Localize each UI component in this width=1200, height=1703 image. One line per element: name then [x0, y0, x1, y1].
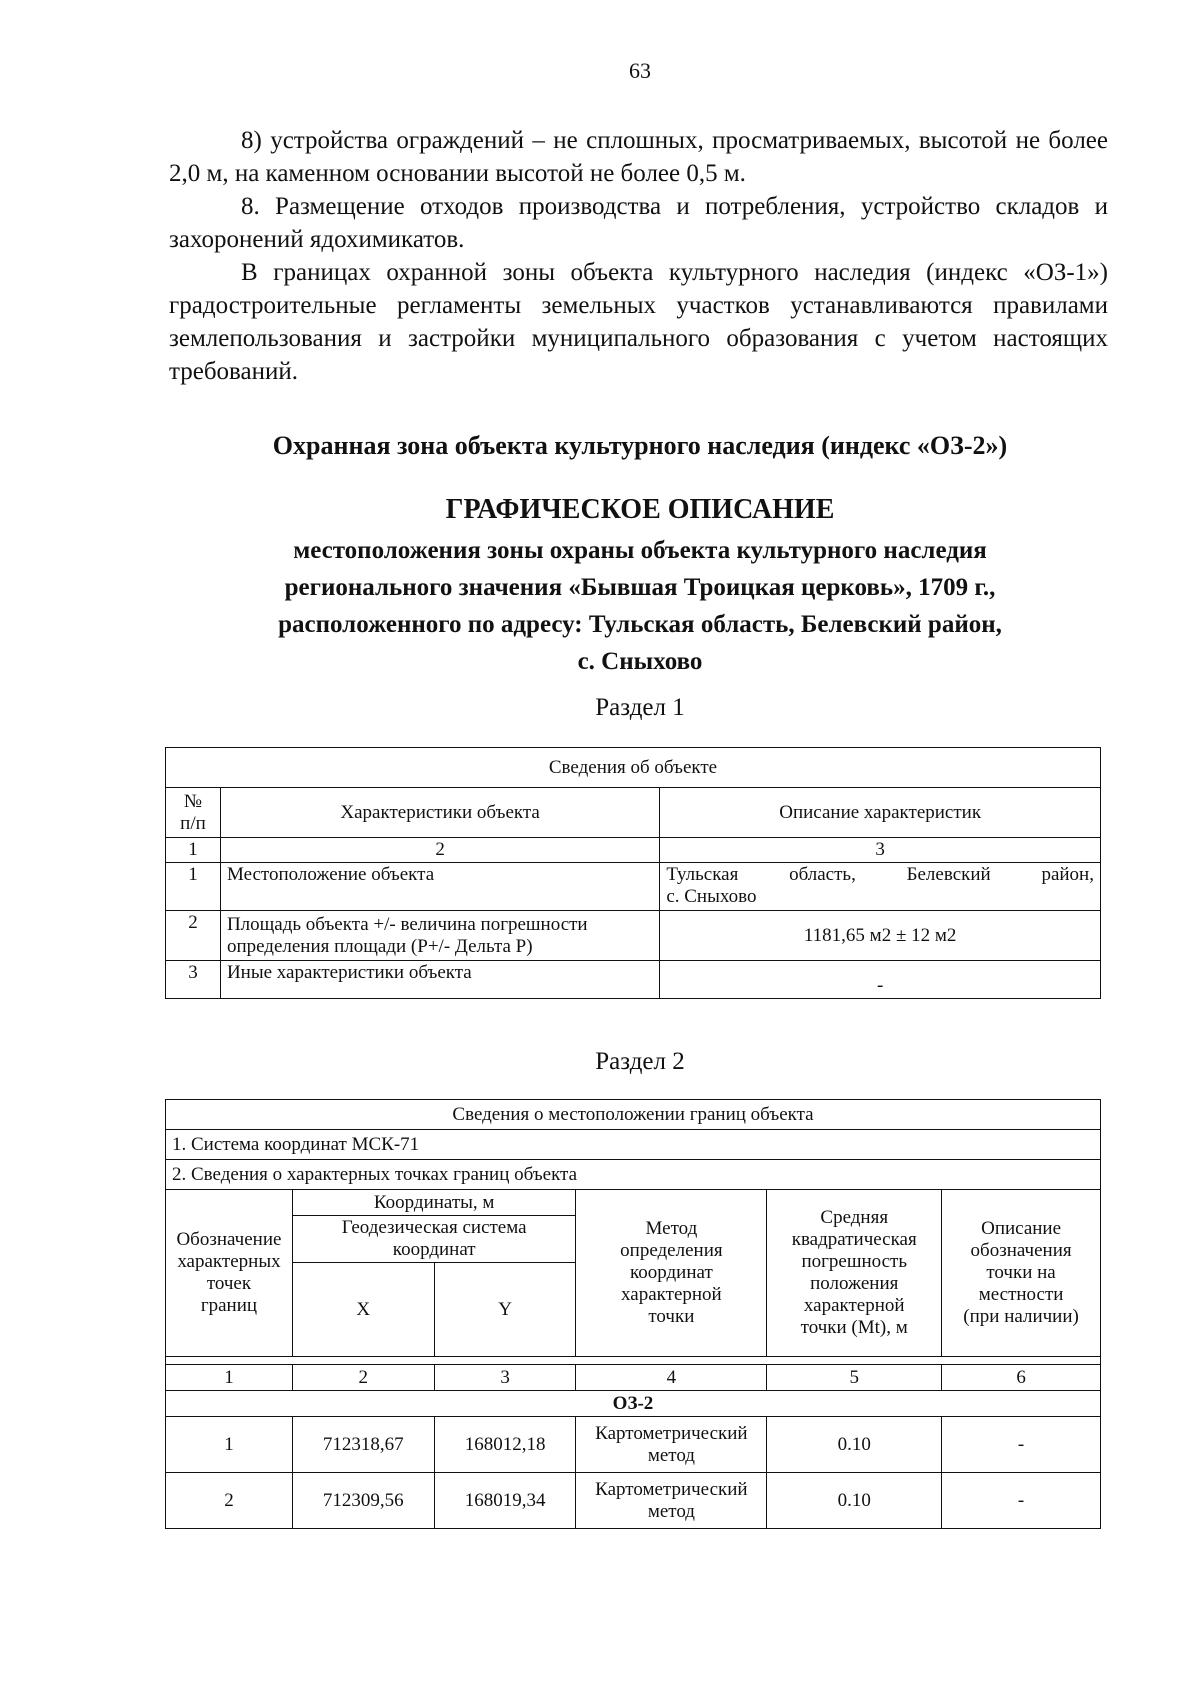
- geodetic-line: Геодезическая система: [341, 1217, 527, 1238]
- description-line: обозначения: [970, 1240, 1072, 1261]
- error-line: положения: [810, 1273, 899, 1294]
- header-coordinates: Координаты, м: [292, 1190, 576, 1216]
- method-line: метод: [647, 1444, 695, 1466]
- point-error: 0.10: [767, 1417, 942, 1473]
- row-characteristic: Местоположение объекта: [220, 863, 659, 911]
- error-line: Средняя: [820, 1207, 889, 1228]
- object-info-table: [165, 747, 1101, 999]
- row-characteristic: [220, 911, 659, 961]
- location-line-2: с. Сныхово: [666, 886, 757, 907]
- error-line: квадратическая: [791, 1229, 917, 1250]
- point-method: [576, 1417, 767, 1473]
- page-number: 63: [629, 58, 651, 83]
- description-line: местности: [978, 1284, 1064, 1305]
- description-line: (при наличии): [963, 1306, 1079, 1327]
- zone-heading: Охранная зона объекта культурного наследия (индекс «ОЗ-2»): [272, 431, 1008, 460]
- paragraph-regulations: В границах охранной зоны объекта культурного наследия (индекс «ОЗ-1») градостроительные регламенты земельных участков устанавливаются правилами землепользования и застройки муниципального образования с учетом настоящих требований.: [169, 259, 1108, 385]
- header-x: X: [292, 1263, 434, 1357]
- row-number: 2: [166, 911, 221, 961]
- designation-line: границ: [200, 1295, 258, 1316]
- point-error: 0.10: [767, 1473, 942, 1529]
- header-characteristics: Характеристики объекта: [220, 788, 659, 838]
- coord-system: 1. Система координат МСК-71: [166, 1130, 1101, 1160]
- col-number-2: 2: [220, 838, 659, 863]
- method-line: точки: [648, 1306, 695, 1327]
- paragraph-fences: 8) устройства ограждений – не сплошных, просматриваемых, высотой не более 2,0 м, на каменном основании высотой не более 0,5 м.: [169, 127, 1108, 187]
- method-line: характерной: [621, 1284, 722, 1305]
- error-line: точки (Mt), м: [800, 1317, 908, 1338]
- designation-line: точек: [206, 1273, 252, 1294]
- description-line: точки на: [986, 1262, 1056, 1283]
- designation-line: Обозначение: [176, 1229, 282, 1250]
- point-id: 1: [166, 1417, 293, 1473]
- header-description: Описание характеристик: [660, 788, 1101, 838]
- point-x: 712318,67: [292, 1417, 434, 1473]
- header-designation: [166, 1190, 293, 1357]
- graphic-description-title: ГРАФИЧЕСКОЕ ОПИСАНИЕ: [445, 494, 835, 525]
- header-error: [767, 1190, 942, 1357]
- header-number: [166, 788, 221, 838]
- error-line: погрешность: [801, 1251, 908, 1272]
- col-number-1: 1: [166, 1365, 293, 1391]
- row-description: -: [660, 961, 1101, 999]
- point-id: 2: [166, 1473, 293, 1529]
- geodetic-line: координат: [392, 1239, 476, 1260]
- area-line-2: определения площади (P+/- Дельта P): [226, 935, 533, 957]
- col-number-4: 4: [576, 1365, 767, 1391]
- table-row: [166, 863, 1101, 911]
- col-number-1: 1: [166, 838, 221, 863]
- point-y: 168012,18: [434, 1417, 576, 1473]
- location-word: район,: [1041, 864, 1094, 885]
- point-method: [576, 1473, 767, 1529]
- subtitle-line-4: с. Сныхово: [577, 648, 703, 675]
- header-geodetic-system: [292, 1216, 576, 1263]
- paragraph-waste: 8. Размещение отходов производства и потребления, устройство складов и захоронений ядохимикатов.: [169, 193, 1108, 253]
- subtitle-line-1: местоположения зоны охраны объекта культурного наследия: [293, 537, 987, 564]
- table1-caption: Сведения об объекте: [166, 748, 1101, 788]
- col-number-3: 3: [434, 1365, 576, 1391]
- point-x: 712309,56: [292, 1473, 434, 1529]
- table-row: [166, 1417, 1101, 1473]
- method-line: Метод: [645, 1218, 698, 1239]
- section-1-title: Раздел 1: [595, 694, 685, 721]
- header-number-line1: №: [183, 790, 203, 812]
- header-number-line2: п/п: [180, 812, 206, 834]
- zone-label: ОЗ-2: [166, 1391, 1101, 1417]
- error-line: характерной: [803, 1295, 905, 1316]
- location-line-1: [666, 864, 1094, 886]
- section-2-title: Раздел 2: [595, 1048, 685, 1075]
- subtitle-line-2: регионального значения «Бывшая Троицкая церковь», 1709 г.,: [284, 574, 996, 601]
- graphic-description-subtitle: [0, 532, 1200, 680]
- boundary-points-table: [165, 1099, 1101, 1529]
- point-description: -: [942, 1417, 1101, 1473]
- col-number-5: 5: [767, 1365, 942, 1391]
- row-description: 1181,65 м2 ± 12 м2: [660, 911, 1101, 961]
- row-number: 1: [166, 863, 221, 911]
- designation-line: характерных: [177, 1251, 281, 1272]
- method-line: Картометрический: [595, 1478, 748, 1500]
- col-number-3: 3: [660, 838, 1101, 863]
- location-word: Тульская: [666, 864, 739, 885]
- points-caption: 2. Сведения о характерных точках границ объекта: [166, 1160, 1101, 1190]
- row-description: [660, 863, 1101, 911]
- header-divider: [166, 1357, 1101, 1365]
- header-method: [576, 1190, 767, 1357]
- col-number-6: 6: [942, 1365, 1101, 1391]
- method-line: координат: [630, 1262, 713, 1283]
- point-description: -: [942, 1473, 1101, 1529]
- header-point-description: [942, 1190, 1101, 1357]
- header-y: Y: [434, 1263, 576, 1357]
- location-word: Белевский: [906, 864, 991, 885]
- row-characteristic: Иные характеристики объекта: [220, 961, 659, 999]
- method-line: Картометрический: [595, 1422, 748, 1444]
- point-y: 168019,34: [434, 1473, 576, 1529]
- table-row: [166, 961, 1101, 999]
- method-line: метод: [647, 1500, 695, 1522]
- row-number: 3: [166, 961, 221, 999]
- table-row: [166, 1473, 1101, 1529]
- table2-caption: Сведения о местоположении границ объекта: [166, 1100, 1101, 1130]
- subtitle-line-3: расположенного по адресу: Тульская область, Белевский район,: [278, 611, 1002, 638]
- description-line: Описание: [981, 1218, 1062, 1239]
- area-line-1: Площадь объекта +/- величина погрешности: [226, 913, 588, 935]
- method-line: определения: [620, 1240, 723, 1261]
- col-number-2: 2: [292, 1365, 434, 1391]
- location-word: область,: [789, 864, 856, 885]
- table-row: [166, 911, 1101, 961]
